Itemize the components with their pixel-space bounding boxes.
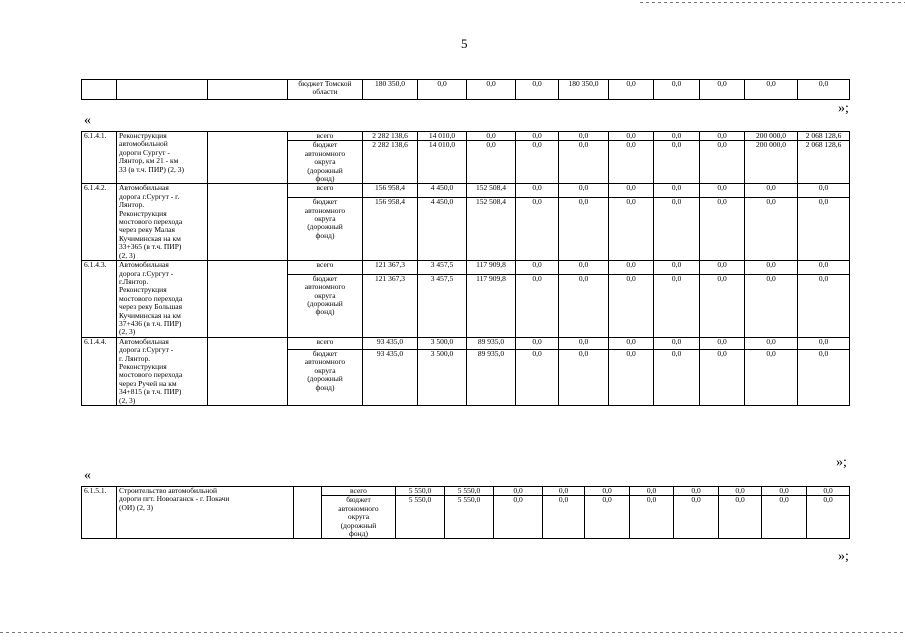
value-cell: 0,0 xyxy=(609,261,654,275)
value-cell: 156 958,4 xyxy=(363,198,418,261)
value-cell: 89 935,0 xyxy=(467,337,516,349)
measures-table-6-1-5 xyxy=(81,486,850,539)
value-cell: 0,0 xyxy=(745,349,798,405)
executor-cell xyxy=(208,184,288,261)
value-cell: 0,0 xyxy=(559,141,609,184)
value-cell: 0,0 xyxy=(543,496,585,539)
value-cell: 0,0 xyxy=(807,496,850,539)
value-cell: 117 909,8 xyxy=(467,261,516,275)
value-cell: 0,0 xyxy=(700,349,745,405)
value-cell: 0,0 xyxy=(654,261,700,275)
executor-cell xyxy=(208,80,288,100)
value-cell: 0,0 xyxy=(494,496,543,539)
value-cell: 0,0 xyxy=(585,496,630,539)
value-cell: 0,0 xyxy=(609,198,654,261)
value-cell: 89 935,0 xyxy=(467,349,516,405)
value-cell: 0,0 xyxy=(494,487,543,496)
value-cell: 200 000,0 xyxy=(745,141,798,184)
value-cell: 0,0 xyxy=(798,349,850,405)
value-cell: 0,0 xyxy=(418,80,467,100)
value-cell: 14 010,0 xyxy=(418,132,467,141)
value-cell: 0,0 xyxy=(467,132,516,141)
value-cell: 0,0 xyxy=(700,141,745,184)
table-row xyxy=(82,337,850,349)
value-cell: 0,0 xyxy=(559,349,609,405)
value-cell: 0,0 xyxy=(609,132,654,141)
value-cell: 0,0 xyxy=(559,132,609,141)
value-cell: 0,0 xyxy=(745,337,798,349)
value-cell: 0,0 xyxy=(719,487,762,496)
value-cell: 93 435,0 xyxy=(363,337,418,349)
value-cell: 5 550,0 xyxy=(396,487,445,496)
table-row xyxy=(82,487,850,496)
open-quote: « xyxy=(84,113,91,128)
value-cell: 121 367,3 xyxy=(363,274,418,337)
source-cell: всего xyxy=(322,487,396,496)
value-cell: 0,0 xyxy=(654,132,700,141)
value-cell: 0,0 xyxy=(516,274,559,337)
source-cell: бюджет автономного округа (дорожный фонд) xyxy=(288,349,363,405)
scan-edge-top xyxy=(640,2,905,3)
value-cell: 152 508,4 xyxy=(467,184,516,198)
value-cell: 0,0 xyxy=(609,184,654,198)
value-cell: 0,0 xyxy=(798,80,850,100)
value-cell: 4 450,0 xyxy=(418,198,467,261)
name-cell: Реконструкция автомобильной дороги Сургут - Лянтор, км 21 - км 33 (в т.ч. ПИР) (2, 3) xyxy=(117,132,208,184)
value-cell: 0,0 xyxy=(516,337,559,349)
value-cell: 0,0 xyxy=(609,349,654,405)
value-cell: 0,0 xyxy=(674,496,719,539)
name-cell: Строительство автомобильной дороги пгт. Новоаганск - г. Покачи (ОИ) (2, 3) xyxy=(117,487,294,539)
value-cell: 0,0 xyxy=(798,274,850,337)
value-cell: 0,0 xyxy=(745,80,798,100)
executor-cell xyxy=(208,337,288,405)
value-cell: 3 500,0 xyxy=(418,349,467,405)
value-cell: 0,0 xyxy=(700,274,745,337)
value-cell: 3 500,0 xyxy=(418,337,467,349)
value-cell: 0,0 xyxy=(654,141,700,184)
code-cell: 6.1.5.1. xyxy=(82,487,117,539)
source-cell: бюджет автономного округа (дорожный фонд) xyxy=(288,198,363,261)
value-cell: 156 958,4 xyxy=(363,184,418,198)
value-cell: 93 435,0 xyxy=(363,349,418,405)
code-cell: 6.1.4.2. xyxy=(82,184,117,261)
value-cell: 200 000,0 xyxy=(745,132,798,141)
close-quote: »; xyxy=(838,101,849,116)
value-cell: 180 350,0 xyxy=(363,80,418,100)
value-cell: 0,0 xyxy=(798,337,850,349)
value-cell: 180 350,0 xyxy=(559,80,609,100)
executor-cell xyxy=(294,487,322,539)
source-cell: бюджет автономного округа (дорожный фонд) xyxy=(288,274,363,337)
value-cell: 0,0 xyxy=(516,132,559,141)
value-cell: 2 282 138,6 xyxy=(363,141,418,184)
table-row xyxy=(82,80,850,100)
value-cell: 0,0 xyxy=(700,132,745,141)
value-cell: 0,0 xyxy=(585,487,630,496)
value-cell: 5 550,0 xyxy=(445,487,494,496)
value-cell: 121 367,3 xyxy=(363,261,418,275)
continuation-table xyxy=(81,79,850,100)
value-cell: 0,0 xyxy=(559,184,609,198)
value-cell: 0,0 xyxy=(700,198,745,261)
code-cell xyxy=(82,80,117,100)
value-cell: 4 450,0 xyxy=(418,184,467,198)
table-row xyxy=(82,184,850,198)
open-quote: « xyxy=(84,468,91,483)
source-cell: всего xyxy=(288,184,363,198)
value-cell: 0,0 xyxy=(700,80,745,100)
value-cell: 2 282 138,6 xyxy=(363,132,418,141)
value-cell: 0,0 xyxy=(630,487,674,496)
close-quote: »; xyxy=(838,549,849,564)
code-cell: 6.1.4.1. xyxy=(82,132,117,184)
close-quote: »; xyxy=(836,455,847,470)
value-cell: 0,0 xyxy=(700,337,745,349)
value-cell: 0,0 xyxy=(798,184,850,198)
value-cell: 0,0 xyxy=(516,80,559,100)
value-cell: 0,0 xyxy=(609,337,654,349)
code-cell: 6.1.4.4. xyxy=(82,337,117,405)
value-cell: 0,0 xyxy=(467,141,516,184)
value-cell: 0,0 xyxy=(745,261,798,275)
value-cell: 0,0 xyxy=(467,80,516,100)
source-cell: всего xyxy=(288,337,363,349)
value-cell: 0,0 xyxy=(798,261,850,275)
name-cell xyxy=(117,80,208,100)
source-cell: всего xyxy=(288,261,363,275)
value-cell: 0,0 xyxy=(654,274,700,337)
name-cell: Автомобильная дорога г.Сургут - г. Лянтор. Реконструкция мостового перехода через Ручей на км 34+815 (в т.ч. ПИР) (2, 3) xyxy=(117,337,208,405)
value-cell: 5 550,0 xyxy=(445,496,494,539)
value-cell: 14 010,0 xyxy=(418,141,467,184)
value-cell: 0,0 xyxy=(798,198,850,261)
value-cell: 0,0 xyxy=(609,274,654,337)
value-cell: 0,0 xyxy=(654,337,700,349)
page-number: 5 xyxy=(461,36,468,51)
value-cell: 0,0 xyxy=(745,184,798,198)
source-cell: бюджет автономного округа (дорожный фонд) xyxy=(288,141,363,184)
value-cell: 0,0 xyxy=(516,198,559,261)
value-cell: 0,0 xyxy=(516,141,559,184)
name-cell: Автомобильная дорога г.Сургут - г. Лянтор. Реконструкция мостового перехода через реку Малая Кучиминская на км 33+365 (в т.ч. ПИР) (2, 3) xyxy=(117,184,208,261)
value-cell: 0,0 xyxy=(719,496,762,539)
scan-edge-bottom xyxy=(0,632,905,633)
value-cell: 0,0 xyxy=(700,261,745,275)
value-cell: 0,0 xyxy=(654,184,700,198)
value-cell: 0,0 xyxy=(516,261,559,275)
value-cell: 0,0 xyxy=(559,261,609,275)
value-cell: 0,0 xyxy=(559,274,609,337)
value-cell: 2 068 128,6 xyxy=(798,132,850,141)
source-cell: бюджет автономного округа (дорожный фонд) xyxy=(322,496,396,539)
value-cell: 3 457,5 xyxy=(418,274,467,337)
value-cell: 0,0 xyxy=(745,198,798,261)
executor-cell xyxy=(208,132,288,184)
table-row xyxy=(82,132,850,141)
value-cell: 2 068 128,6 xyxy=(798,141,850,184)
value-cell: 0,0 xyxy=(543,487,585,496)
value-cell: 0,0 xyxy=(674,487,719,496)
value-cell: 117 909,8 xyxy=(467,274,516,337)
code-cell: 6.1.4.3. xyxy=(82,261,117,338)
value-cell: 0,0 xyxy=(654,80,700,100)
source-cell: бюджет Томской области xyxy=(288,80,363,100)
table-row xyxy=(82,261,850,275)
value-cell: 0,0 xyxy=(559,337,609,349)
value-cell: 5 550,0 xyxy=(396,496,445,539)
value-cell: 0,0 xyxy=(609,141,654,184)
value-cell: 0,0 xyxy=(745,274,798,337)
value-cell: 0,0 xyxy=(700,184,745,198)
value-cell: 0,0 xyxy=(807,487,850,496)
measures-table-6-1-4 xyxy=(81,131,850,406)
executor-cell xyxy=(208,261,288,338)
value-cell: 0,0 xyxy=(630,496,674,539)
value-cell: 0,0 xyxy=(516,184,559,198)
source-cell: всего xyxy=(288,132,363,141)
name-cell: Автомобильная дорога г.Сургут - г.Лянтор. Реконструкция мостового перехода через реку Большая Кучиминская на км 37+436 (в т.ч. ПИР) (2, 3) xyxy=(117,261,208,338)
value-cell: 0,0 xyxy=(516,349,559,405)
value-cell: 0,0 xyxy=(762,496,807,539)
value-cell: 3 457,5 xyxy=(418,261,467,275)
value-cell: 152 508,4 xyxy=(467,198,516,261)
value-cell: 0,0 xyxy=(609,80,654,100)
value-cell: 0,0 xyxy=(654,198,700,261)
value-cell: 0,0 xyxy=(654,349,700,405)
value-cell: 0,0 xyxy=(559,198,609,261)
value-cell: 0,0 xyxy=(762,487,807,496)
